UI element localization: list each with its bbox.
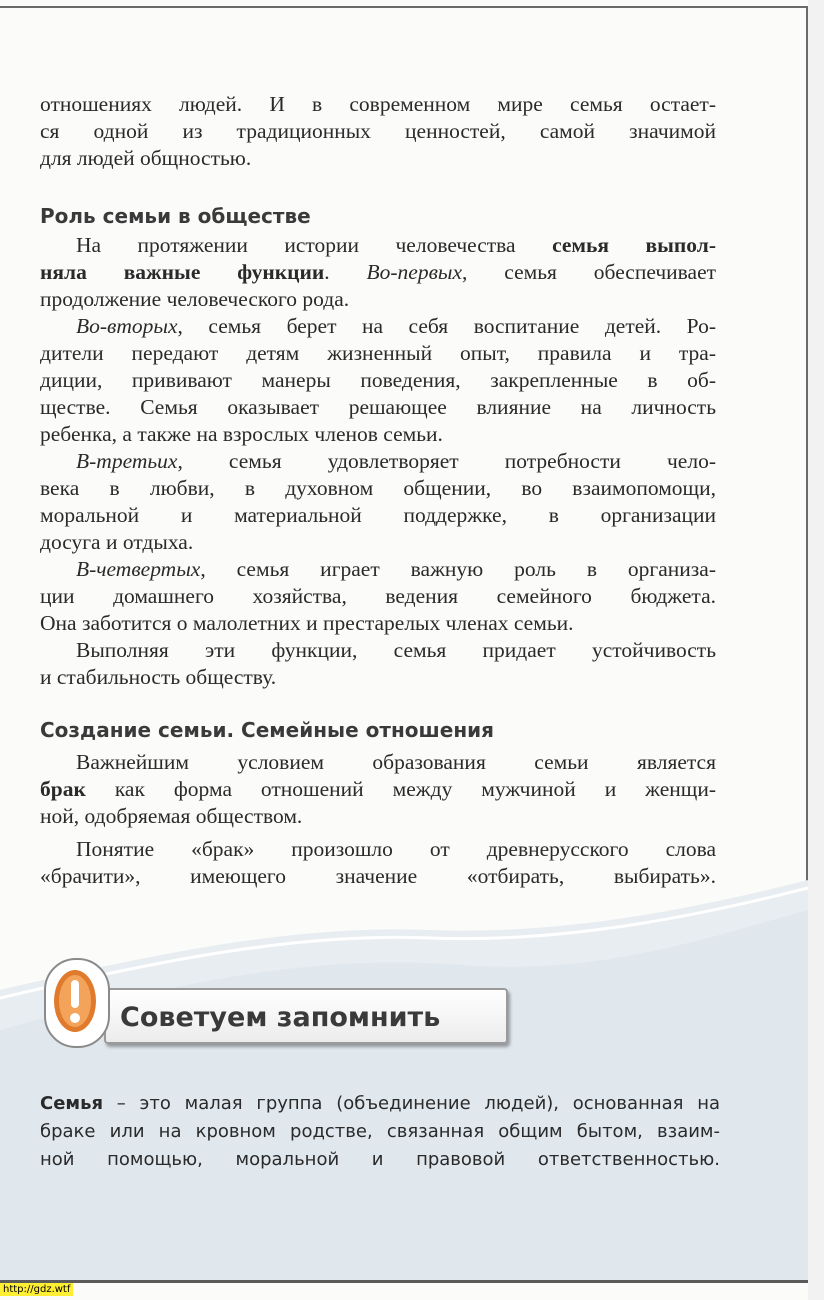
bottom-border: [0, 1280, 808, 1283]
text-line: ся одной из традиционных ценностей, самой значимой: [40, 119, 716, 143]
text-line: диции, прививают манеры поведения, закрепленные в об-: [40, 368, 716, 392]
text-line: Понятие «брак» произошло от древнерусского слова: [76, 837, 716, 861]
text-line: досуга и отдыха.: [40, 530, 194, 554]
text-line: няла важные функции. Во-первых, семья обеспечивает: [40, 260, 717, 284]
text-line: дители передают детям жизненный опыт, правила и тра-: [40, 341, 716, 365]
text-line: ществе. Семья оказывает решающее влияние на личность: [40, 395, 716, 419]
text-line: брак как форма отношений между мужчиной и женщи-: [40, 777, 716, 801]
text-line: ной помощью, моральной и правовой ответственностью.: [40, 1149, 720, 1170]
text-line: моральной и материальной поддержке, в организации: [40, 503, 716, 527]
text-line: браке или на кровном родстве, связанная общим бытом, взаим-: [40, 1121, 720, 1142]
text-line: Она заботится о малолетних и престарелых членах семьи.: [40, 611, 574, 635]
section-heading: Создание семьи. Семейные отношения: [40, 718, 495, 742]
remember-label: Советуем запомнить: [104, 988, 508, 1044]
intro-paragraph: [40, 91, 716, 172]
text-line: и стабильность обществу.: [40, 665, 277, 689]
text-line: века в любви, в духовном общении, во взаимопомощи,: [40, 476, 716, 500]
text-line: В-третьих, семья удовлетворяет потребности чело-: [76, 449, 716, 473]
text-line: Семья – это малая группа (объединение людей), основанная на: [40, 1093, 720, 1114]
section-creation-body: [40, 749, 716, 890]
top-border: [0, 6, 806, 8]
text-line: ребенка, а также на взрослых членов семьи.: [40, 422, 443, 446]
text-line: Важнейшим условием образования семьи является: [76, 750, 716, 774]
text-line: Выполняя эти функции, семья придает устойчивость: [76, 638, 716, 662]
exclamation-warning-icon: [52, 968, 98, 1034]
section-heading: Роль семьи в обществе: [40, 204, 311, 228]
text-line: ной, одобряемая обществом.: [40, 804, 303, 828]
section-role-body: [40, 232, 716, 691]
watermark-link[interactable]: http://gdz.wtf: [0, 1283, 73, 1296]
text-line: На протяжении истории человечества семья выпол-: [76, 233, 716, 257]
text-line: для людей общностью.: [40, 146, 252, 170]
scan-margin: [808, 0, 824, 1300]
text-line: В-четвертых, семья играет важную роль в организа-: [76, 557, 716, 581]
definition-block: [40, 1090, 720, 1174]
text-line: продолжение человеческого рода.: [40, 287, 350, 311]
text-line: «брачити», имеющего значение «отбирать, выбирать».: [40, 864, 716, 888]
text-line: Во-вторых, семья берет на себя воспитание детей. Ро-: [76, 314, 716, 338]
text-line: отношениях людей. И в современном мире семья остает-: [40, 92, 716, 116]
decorative-wave-background: [0, 880, 808, 1280]
text-line: ции домашнего хозяйства, ведения семейного бюджета.: [40, 584, 716, 608]
definition-term: Семья: [40, 1093, 104, 1114]
